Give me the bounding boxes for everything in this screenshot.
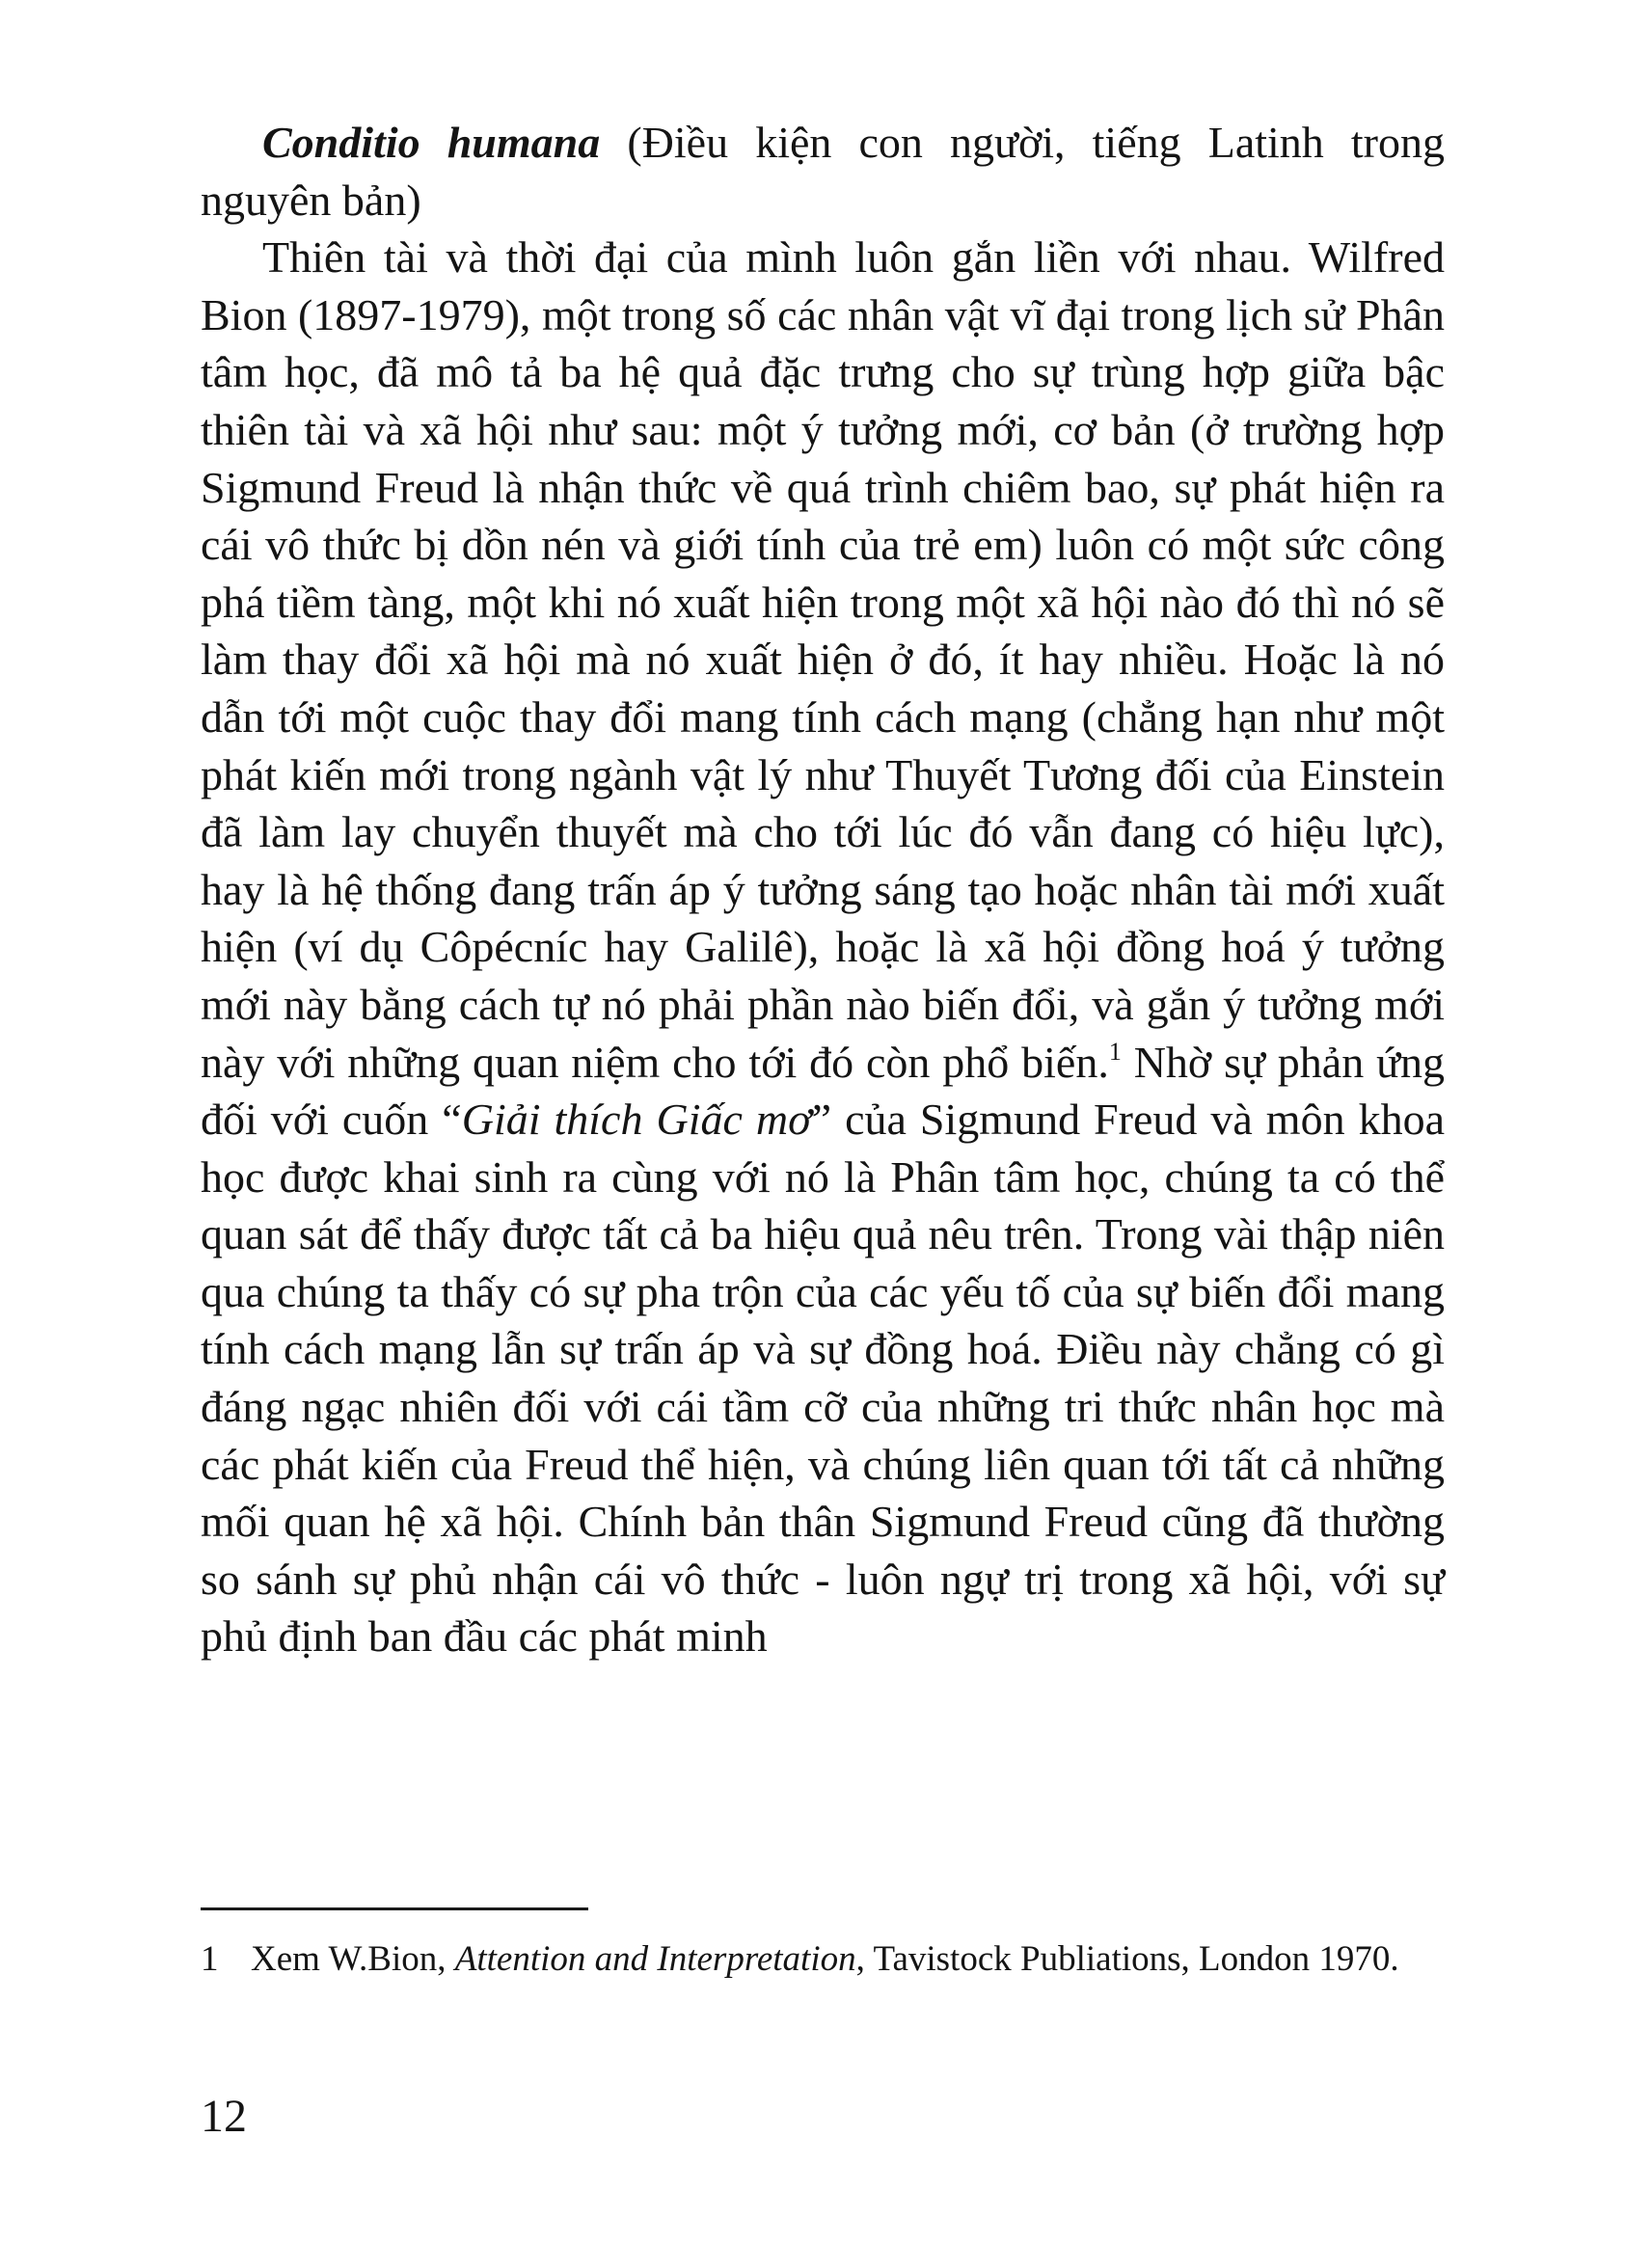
paragraph-text-part-1: Thiên tài và thời đại của mình luôn gắn liền với nhau. Wilfred Bion (1897-1979), một trong số các nhân vật vĩ đại trong lịch sử Phân tâm học, đã mô tả ba hệ quả đặc trưng cho sự trùng hợp giữa bậc thiên tài và xã hội như sau: một ý tưởng mới, cơ bản (ở trường hợp Sigmund Freud là nhận thức về quá trình chiêm bao, sự phát hiện ra cái vô thức bị dồn nén và giới tính của trẻ em) luôn có một sức công phá tiềm tàng, một khi nó xuất hiện trong một xã hội nào đó thì nó sẽ làm thay đổi xã hội mà nó xuất hiện ở đó, ít hay nhiều. Hoặc là nó dẫn tới một cuộc thay đổi mang tính cách mạng (chẳng hạn như một phát kiến mới trong ngành vật lý như Thuyết Tương đối của Einstein đã làm lay chuyển thuyết mà cho tới lúc đó vẫn đang có hiệu lực), hay là hệ thống đang trấn áp ý tưởng sáng tạo hoặc nhân tài mới xuất hiện (ví dụ Côpécníc hay Galilê), hoặc là xã hội đồng hoá ý tưởng mới này bằng cách tự nó phải phần nào biến đổi, và gắn ý tưởng mới này với những quan niệm cho tới đó còn phổ biến. <box>201 232 1445 1087</box>
footnote-prefix: Xem W.Bion, <box>251 1939 455 1979</box>
footnote-reference: 1 <box>1108 1037 1122 1066</box>
footnote-source-title: Attention and Interpretation <box>454 1939 856 1979</box>
main-text <box>201 114 1445 1665</box>
intro-translation: (Điều kiện con người, tiếng Latinh trong nguyên bản) <box>201 118 1445 225</box>
footnote-number: 1 <box>201 1939 219 1979</box>
footnote-divider <box>201 1907 588 1910</box>
page-number: 12 <box>201 2091 247 2142</box>
intro-paragraph <box>201 114 1445 229</box>
footnote <box>201 1936 1445 1982</box>
intro-title: Conditio humana <box>262 118 601 167</box>
body-paragraph <box>201 229 1445 1665</box>
footnote-text <box>251 1936 1445 1982</box>
paragraph-text-part-2: Nhờ sự phản ứng đối với cuốn “ <box>201 1037 1445 1145</box>
footnote-suffix: , Tavistock Publiations, London 1970. <box>855 1939 1399 1979</box>
book-title: Giải thích Giấc mơ <box>461 1095 812 1145</box>
paragraph-text-part-3: ” của Sigmund Freud và môn khoa học được khai sinh ra cùng với nó là Phân tâm học, chúng ta có thể quan sát để thấy được tất cả ba hiệu quả nêu trên. Trong vài thập niên qua chúng ta thấy có sự pha trộn của các yếu tố của sự biến đổi mang tính cách mạng lẫn sự trấn áp và sự đồng hoá. Điều này chẳng có gì đáng ngạc nhiên đối với cái tầm cỡ của những tri thức nhân học mà các phát kiến của Freud thể hiện, và chúng liên quan tới tất cả những mối quan hệ xã hội. Chính bản thân Sigmund Freud cũng đã thường so sánh sự phủ nhận cái vô thức - luôn ngự trị trong xã hội, với sự phủ định ban đầu các phát minh <box>201 1095 1445 1662</box>
